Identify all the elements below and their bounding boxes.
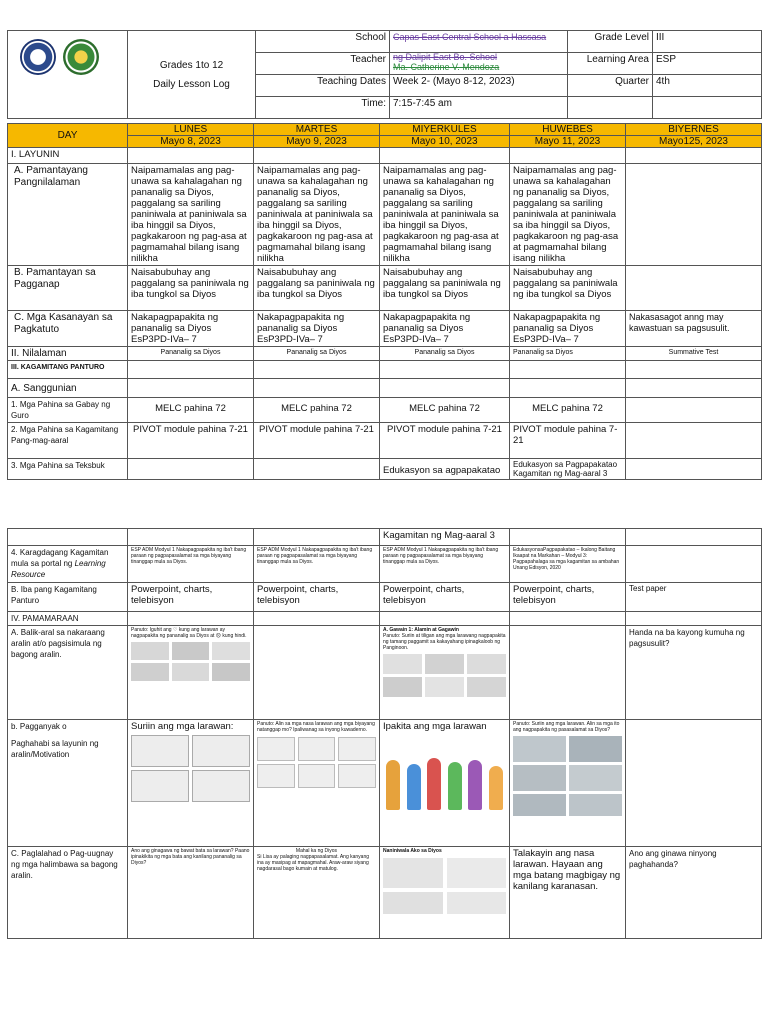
balik-mon-image [131,642,250,681]
kagamitan-wed: PIVOT module pahina 7-21 [380,423,510,459]
paglalahad-mon: Ano ang ginagawa ng bawat bata sa larawan? Paano ipinakikita ng mga bata ang kanilang pananalig sa Diyos? [128,847,254,939]
gabay-thu: MELC pahina 72 [510,398,626,423]
gabay-wed: MELC pahina 72 [380,398,510,423]
kagamitan-mon: PIVOT module pahina 7-21 [128,423,254,459]
ibapa-thu: Powerpoint, charts, telebisyon [510,583,626,612]
kagamitan-thu: PIVOT module pahina 7-21 [510,423,626,459]
quarter-label: Quarter [568,75,653,97]
pamantayang-label: A. Pamantayang Pangnilalaman [8,164,128,266]
pamantayan-wed: Naisabubuhay ang paggalang sa paniniwala ng iba tungkol sa Diyos [380,266,510,311]
nilalaman-label: II. Nilalaman [8,347,128,361]
date-tue: Mayo 9, 2023 [254,136,380,148]
date-thu: Mayo 11, 2023 [510,136,626,148]
logos-cell [8,31,128,119]
learning-area-label: Learning Area [568,53,653,75]
pamantayang-thu: Naipamamalas ang pag-unawa sa kahalagahan ng pananalig sa Diyos, paggalang sa sariling paniniwala at paniniwala sa iba hinggil sa Diyos, pagkakaroon ng pag-asa at pagmamahal bilang isang nilikha [510,164,626,266]
pagganyak-thu: Panuto: Suriin ang mga larawan. Alin sa mga ito ang nagpapakita ng pasasalamat sa Diyos? [510,720,626,847]
grade-level-label: Grade Level [568,31,653,53]
pamantayan-tue: Naisabubuhay ang paggalang sa paniniwala ng iba tungkol sa Diyos [254,266,380,311]
time-value: 7:15-7:45 am [390,97,568,119]
gabay-mon: MELC pahina 72 [128,398,254,423]
ibapa-label: B. Iba pang Kagamitang Panturo [8,583,128,612]
paglalahad-tue: Mahal ka ng Diyos Si Lisa ay palaging nagpapasalamat. Ang kanyang ina ay masipag at mapagmahal. Araw-araw siyang nagdarasal bago kumain at matulog. [254,847,380,939]
karagdagang-tue: ESP ADM Modyul 1 Nakapagpapakita ng iba't ibang paraan ng pagpapasalamat sa mga biyayang tinanggap mula sa Diyos. [254,546,380,583]
teacher-label: Teacher [256,53,390,75]
teksbuk-label: 3. Mga Pahina sa Teksbuk [8,459,128,480]
nilalaman-fri: Summative Test [626,347,762,361]
nilalaman-mon: Pananalig sa Diyos [128,347,254,361]
karagdagang-label: 4. Karagdagang Kagamitan mula sa portal ng Learning Resource [8,546,128,583]
ibapa-fri: Test paper [626,583,762,612]
paglalahad-wed-image [383,858,506,914]
day-label: DAY [8,124,128,148]
layunin-heading: I. LAYUNIN [8,148,128,164]
pamantayan-label: B. Pamantayan sa Pagganap [8,266,128,311]
quarter-value: 4th [653,75,762,97]
balik-wed-image [383,654,506,697]
sanggunian-heading: A. Sanggunian [8,379,128,398]
school-label: School [256,31,390,53]
ibapa-mon: Powerpoint, charts, telebisyon [128,583,254,612]
pagganyak-wed: Ipakita ang mga larawan [380,720,510,847]
date-fri: Mayo125, 2023 [626,136,762,148]
balik-label: A. Balik-aral sa nakaraang aralin at/o pagsisimula ng bagong aralin. [8,626,128,720]
gabay-label: 1. Mga Pahina sa Gabay ng Guro [8,398,128,423]
day-tue: MARTES [254,124,380,136]
school-value: Capas East Central School a Hassasa [390,31,568,53]
kagamitan-tue: PIVOT module pahina 7-21 [254,423,380,459]
paglalahad-label: C. Paglalahad o Pag-uugnay ng mga halimbawa sa bagong aralin. [8,847,128,939]
day-mon: LUNES [128,124,254,136]
ibapa-wed: Powerpoint, charts, telebisyon [380,583,510,612]
nilalaman-thu: Pananalig sa Diyos [510,347,626,361]
lesson-log-table [7,123,762,480]
date-wed: Mayo 10, 2023 [380,136,510,148]
header-table [7,30,762,119]
pagganyak-mon-image [131,735,250,802]
pamamaraan-heading: IV. PAMAMARAAN [8,612,128,626]
teksbuk-wed: Edukasyon sa agpapakatao [380,459,510,480]
balik-fri: Handa na ba kayong kumuha ng pagsusulit? [626,626,762,720]
kids-illustration [383,750,506,810]
header-title-2: Daily Lesson Log [153,78,230,90]
karagdagang-mon: ESP ADM Modyul 1 Nakapagpapakita ng iba't ibang paraan ng pagpapasalamat sa mga biyayang tinanggap mula sa Diyos. [128,546,254,583]
kasanayan-wed: Nakapagpapakita ng pananalig sa Diyos EsP3PD-IVa– 7 [380,311,510,347]
nilalaman-wed: Pananalig sa Diyos [380,347,510,361]
kasanayan-mon: Nakapagpapakita ng pananalig sa Diyos EsP3PD-IVa– 7 [128,311,254,347]
pagganyak-mon: Suriin ang mga larawan: [128,720,254,847]
teksbuk-thu: Edukasyon sa Pagpapakatao Kagamitan ng Mag-aaral 3 [510,459,626,480]
teacher-value: ng Dalipit East Bo. School Ma. Catherine V. Mendoza [390,53,568,75]
pamantayang-wed: Naipamamalas ang pag-unawa sa kahalagahan ng pananalig sa Diyos, paggalang sa sariling paniniwala at paniniwala sa iba hinggil sa Diyos, pagkakaroon ng pag-asa at pagmamahal bilang isang nilikha [380,164,510,266]
paglalahad-wed: Naniniwala Ako sa Diyos [380,847,510,939]
teaching-dates-value: Week 2- (Mayo 8-12, 2023) [390,75,568,97]
paglalahad-fri: Ano ang ginawa ninyong paghahanda? [626,847,762,939]
paglalahad-thu: Talakayin ang nasa larawan. Hayaan ang mga batang magbigay ng kanilang karanasan. [510,847,626,939]
pagganyak-tue: Panuto: Alin sa mga nasa larawan ang mga biyayang natanggap mo? Ipaliwanag sa inyong kuwaderno. [254,720,380,847]
day-wed: MIYERKULES [380,124,510,136]
pagganyak-label: b. Pagganyak o Paghahabi sa layunin ng aralin/Motivation [8,720,128,847]
kagamitan-heading: III. KAGAMITANG PANTURO [8,361,128,379]
balik-wed: A. Gawain 1: Alamin at Gagawin Panuto: Suriin at tiligan ang mga larawang nagpapakita ng tamang paggamit sa kakayahang ipinagkaloob ng Panginoon. [380,626,510,720]
date-mon: Mayo 8, 2023 [128,136,254,148]
karagdagang-wed: ESP ADM Modyul 1 Nakapagpapakita ng iba't ibang paraan ng pagpapasalamat sa mga biyayang tinanggap mula sa Diyos. [380,546,510,583]
kasanayan-label: C. Mga Kasanayan sa Pagkatuto [8,311,128,347]
learning-area-value: ESP [653,53,762,75]
teaching-dates-label: Teaching Dates [256,75,390,97]
nilalaman-tue: Pananalig sa Diyos [254,347,380,361]
time-label: Time: [256,97,390,119]
day-fri: BIYERNES [626,124,762,136]
carry-text: Kagamitan ng Mag-aaral 3 [380,529,510,546]
gabay-tue: MELC pahina 72 [254,398,380,423]
kasanayan-tue: Nakapagpapakita ng pananalig sa Diyos EsP3PD-IVa– 7 [254,311,380,347]
balik-mon: Panuto: Iguhit ang ♡ kung ang larawan ay nagpapakita ng pananalig sa Diyos at ☹ kung hindi. [128,626,254,720]
kagamitan-pang-label: 2. Mga Pahina sa Kagamitang Pang-mag-aaral [8,423,128,459]
karagdagang-thu: EdukasyonsaPagpapakatao – Ikalong Baitang Ikaapat na Markahan – Modyul 3: Pagpapahalaga sa mga kagamitan sa ambahan Unang Edisyon, 2020 [510,546,626,583]
pamantayang-tue: Naipamamalas ang pag-unawa sa kahalagahan ng pananalig sa Diyos, paggalang sa sariling paniniwala at paniniwala sa iba hinggil sa Diyos, pagkakaroon ng pag-asa at pagmamahal bilang isang nilikha [254,164,380,266]
pamantayang-mon: Naipamamalas ang pag-unawa sa kahalagahan ng pananalig sa Diyos, paggalang sa sariling paniniwala at paniniwala sa iba hinggil sa Diyos, pagkakaroon ng pag-asa at pagmamahal bilang isang nilikha [128,164,254,266]
kasanayan-fri: Nakasasagot anng may kawastuan sa pagsusulit. [626,311,762,347]
kasanayan-thu: Nakapagpapakita ng pananalig sa Diyos EsP3PD-IVa– 7 [510,311,626,347]
header-title-1: Grades 1to 12 [159,59,224,71]
lesson-log-table-2 [7,528,762,939]
pagganyak-tue-image [257,737,376,788]
pagganyak-thu-image [513,736,622,816]
day-thu: HUWEBES [510,124,626,136]
pamantayan-mon: Naisabubuhay ang paggalang sa paniniwala ng iba tungkol sa Diyos [128,266,254,311]
grade-level-value: III [653,31,762,53]
pamantayan-thu: Naisabubuhay ang paggalang sa paniniwala ng iba tungkol sa Diyos [510,266,626,311]
ibapa-tue: Powerpoint, charts, telebisyon [254,583,380,612]
